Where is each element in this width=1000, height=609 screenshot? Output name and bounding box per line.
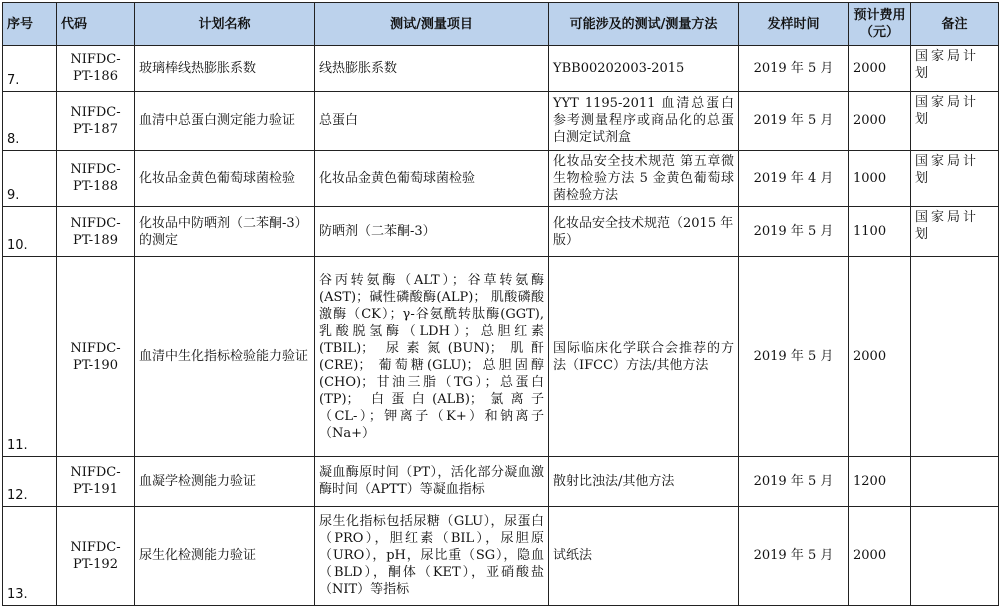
cell-release-time: 2019 年 5 月	[739, 46, 849, 92]
cell-code: NIFDC-PT-190	[57, 257, 135, 457]
table-row	[3, 150, 999, 207]
cell-method: 化妆品安全技术规范（2015 年版）	[549, 207, 739, 257]
cell-fee: 2000	[849, 91, 911, 150]
table-row	[3, 456, 999, 506]
cell-test-item: 线热膨胀系数	[315, 46, 549, 92]
table-row	[3, 506, 999, 605]
header-seq: 序号	[3, 3, 57, 46]
cell-release-time: 2019 年 4 月	[739, 150, 849, 207]
cell-plan-name: 化妆品中防晒剂（二苯酮-3）的测定	[135, 207, 315, 257]
cell-test-item: 化妆品金黄色葡萄球菌检验	[315, 150, 549, 207]
cell-test-item: 总蛋白	[315, 91, 549, 150]
cell-fee: 1000	[849, 150, 911, 207]
table-row	[3, 91, 999, 150]
cell-remark	[911, 456, 999, 506]
cell-fee: 2000	[849, 506, 911, 605]
cell-code: NIFDC-PT-186	[57, 46, 135, 92]
cell-release-time: 2019 年 5 月	[739, 257, 849, 457]
header-release-time: 发样时间	[739, 3, 849, 46]
cell-plan-name: 化妆品金黄色葡萄球菌检验	[135, 150, 315, 207]
cell-method: 散射比浊法/其他方法	[549, 456, 739, 506]
cell-fee: 1200	[849, 456, 911, 506]
cell-release-time: 2019 年 5 月	[739, 456, 849, 506]
table-row	[3, 207, 999, 257]
cell-seq: 10.	[3, 207, 57, 257]
cell-code: NIFDC-PT-188	[57, 150, 135, 207]
cell-code: NIFDC-PT-192	[57, 506, 135, 605]
cell-test-item: 谷丙转氨酶（ALT）；谷草转氨酶(AST)；碱性磷酸酶(ALP)； 肌酸磷酸激酶（CK）；γ-谷氨酰转肽酶(GGT),乳酸脱氢酶（LDH）；总胆红素(TBIL)； 尿素氮(BUN)；肌酐(CRE)； 葡萄糖(GLU)；总胆固醇(CHO)；甘油三脂（TG）；总蛋白(TP)； 白蛋白(ALB)；氯离子（CL-）；钾离子（K+）和钠离子（Na+）	[315, 257, 549, 457]
header-remark: 备注	[911, 3, 999, 46]
cell-method: 国际临床化学联合会推荐的方法（IFCC）方法/其他方法	[549, 257, 739, 457]
cell-release-time: 2019 年 5 月	[739, 91, 849, 150]
cell-remark	[911, 257, 999, 457]
cell-code: NIFDC-PT-189	[57, 207, 135, 257]
cell-code: NIFDC-PT-191	[57, 456, 135, 506]
cell-plan-name: 血清中生化指标检验能力验证	[135, 257, 315, 457]
cell-seq: 7.	[3, 46, 57, 92]
header-plan-name: 计划名称	[135, 3, 315, 46]
cell-remark	[911, 506, 999, 605]
cell-seq: 8.	[3, 91, 57, 150]
cell-plan-name: 玻璃棒线热膨胀系数	[135, 46, 315, 92]
cell-remark: 国家局计划	[911, 46, 999, 92]
header-fee: 预计费用（元）	[849, 3, 911, 46]
header-row	[3, 3, 999, 46]
cell-plan-name: 血清中总蛋白测定能力验证	[135, 91, 315, 150]
cell-remark: 国家局计划	[911, 91, 999, 150]
cell-plan-name: 尿生化检测能力验证	[135, 506, 315, 605]
cell-method: 化妆品安全技术规范 第五章微生物检验方法 5 金黄色葡萄球菌检验方法	[549, 150, 739, 207]
cell-method: YBB00202003-2015	[549, 46, 739, 92]
cell-remark: 国家局计划	[911, 207, 999, 257]
table-row	[3, 257, 999, 457]
cell-method: YYT 1195-2011 血清总蛋白参考测量程序或商品化的总蛋白测定试剂盒	[549, 91, 739, 150]
cell-fee: 2000	[849, 257, 911, 457]
cell-seq: 11.	[3, 257, 57, 457]
cell-seq: 13.	[3, 506, 57, 605]
cell-fee: 2000	[849, 46, 911, 92]
cell-test-item: 防晒剂（二苯酮-3）	[315, 207, 549, 257]
header-code: 代码	[57, 3, 135, 46]
header-test-item: 测试/测量项目	[315, 3, 549, 46]
cell-remark: 国家局计划	[911, 150, 999, 207]
cell-test-item: 凝血酶原时间（PT），活化部分凝血激酶时间（APTT）等凝血指标	[315, 456, 549, 506]
cell-release-time: 2019 年 5 月	[739, 207, 849, 257]
cell-test-item: 尿生化指标包括尿糖（GLU），尿蛋白（PRO），胆红素（BIL），尿胆原（URO），pH，尿比重（SG），隐血（BLD），酮体（KET），亚硝酸盐（NIT）等指标	[315, 506, 549, 605]
table-row	[3, 46, 999, 92]
cell-seq: 12.	[3, 456, 57, 506]
plan-table	[2, 2, 999, 606]
cell-method: 试纸法	[549, 506, 739, 605]
header-method: 可能涉及的测试/测量方法	[549, 3, 739, 46]
cell-release-time: 2019 年 5 月	[739, 506, 849, 605]
cell-plan-name: 血凝学检测能力验证	[135, 456, 315, 506]
cell-code: NIFDC-PT-187	[57, 91, 135, 150]
cell-fee: 1100	[849, 207, 911, 257]
cell-seq: 9.	[3, 150, 57, 207]
